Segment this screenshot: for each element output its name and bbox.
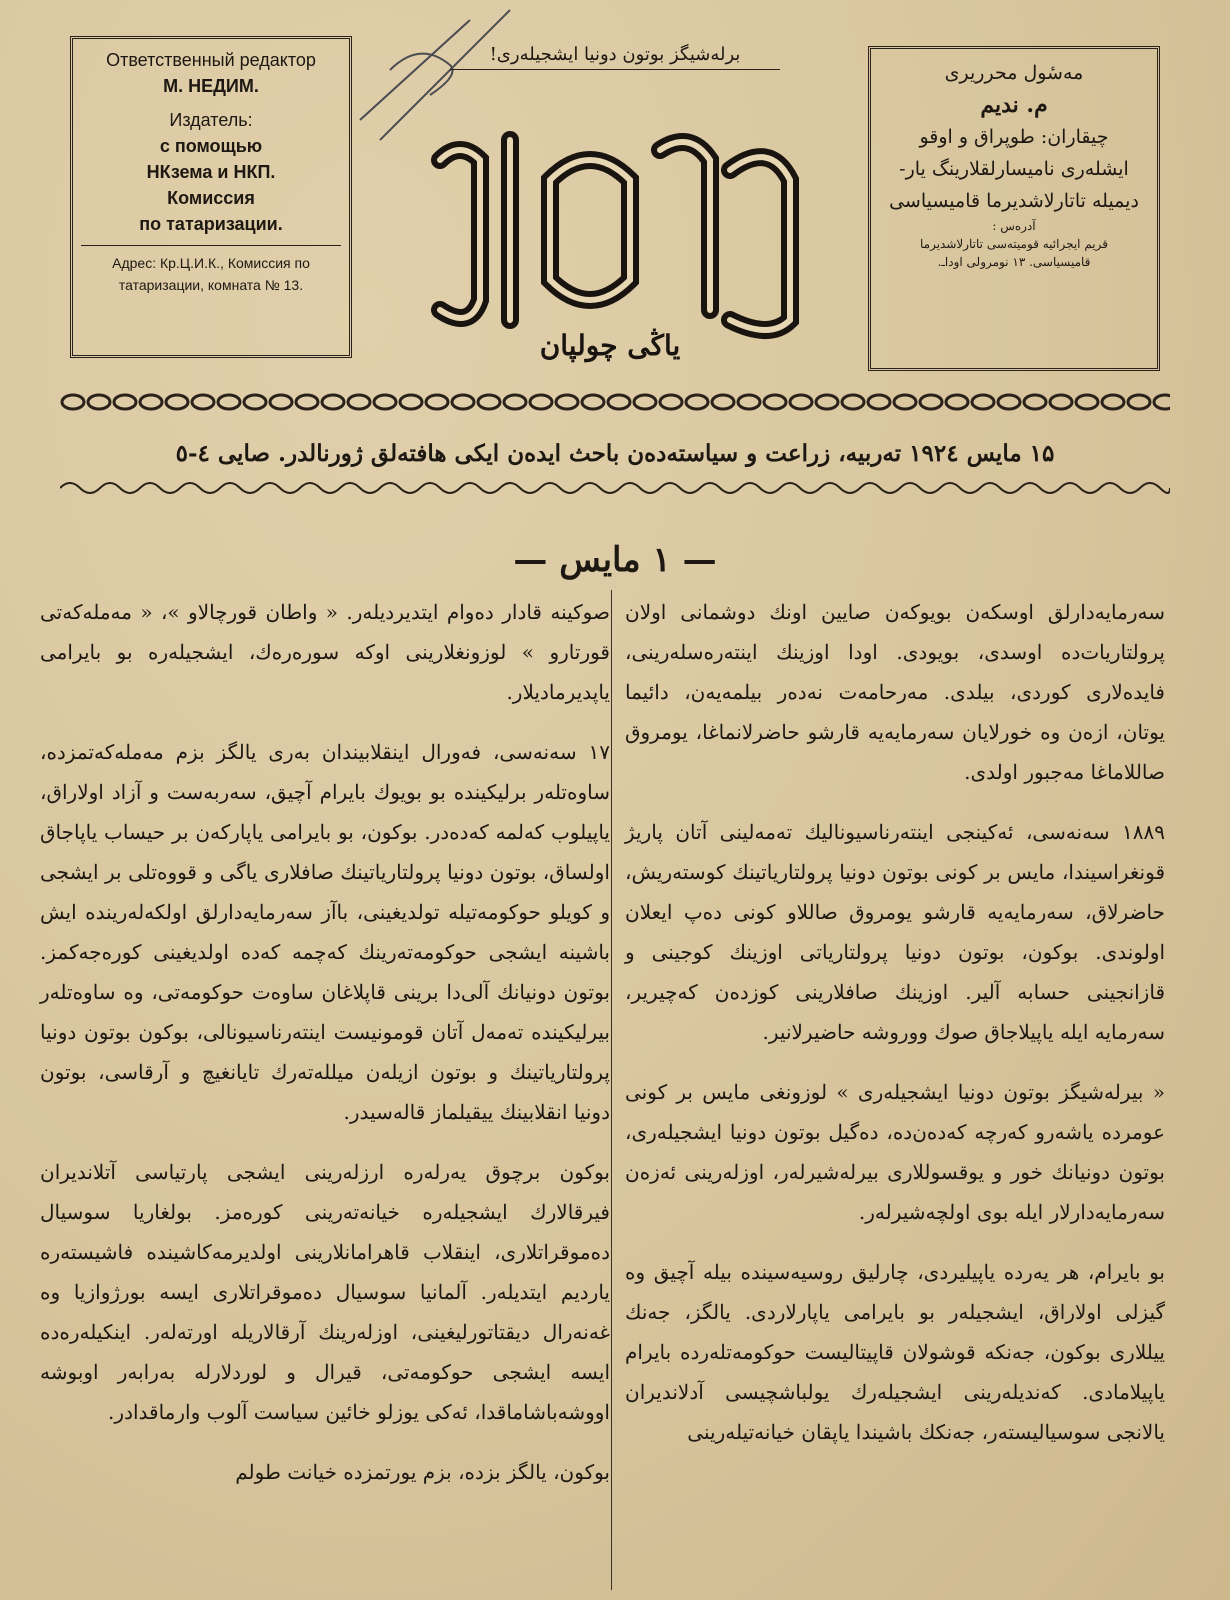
dateline: ۱۵ مایس ۱۹۲٤ ته‌ربیه، زراعت و سیاسته‌ده‌ن باحث ایده‌ن ایکی هافته‌لق ژورنالدر. صایی ٤-٥ xyxy=(175,440,1055,467)
publisher-line: Комиссия xyxy=(167,188,255,208)
masthead-title: یاڭی چولپان xyxy=(539,329,681,362)
paragraph: بوکون برچوق یه‌رله‌ره ارزله‌رینی ایشجی پارتیاسی آتلاندیران فیرقالارك ایشجیله‌ره خیانه‌ته‌رینی کوره‌مز. بولغاریا سوسیال ده‌موقراتلاری، اینقلاب قاهرامانلارینی اولدیرمه‌کاشینده فاشیسته‌ره یاردیم ایتدیله‌ر. آلمانیا سوسیال ده‌موقراتلاری ایسه بورژوازیا وه غه‌نه‌رال دیقتاتورلیغینی، اوزله‌رینك آرقالاریله اورته‌له‌ر. اینکیله‌ره‌ده ایسه ایشجی حوکومه‌تی، قیرال و لوردلارله به‌رابه‌ر اوبوشه اووشه‌باشاماقدا، ئه‌کی یوزلو خائین سیاست آلوب وارماقدادر. xyxy=(40,1160,610,1424)
editor-title: مه‌سٔول محرریری xyxy=(944,62,1084,84)
column-divider xyxy=(611,590,612,1590)
paragraph: سه‌رمایه‌دارلق اوسکه‌ن بویوکه‌ن صایین اونك دوشمانی اولان پرولتاریات‌ده اوسدی، بویودی. اودا اوزینك اینته‌ره‌سله‌رینی، فایده‌لاری کوردی، بیلدی. مەرحامه‌ت نه‌دەر بیلمه‌یه‌ن، دائیما یوتان، ازه‌ن وه خورلایان سه‌رمایه‌یه قارشو حاضرلانماغا، یومروق صاللاماغا مه‌جبور اولدی. xyxy=(625,600,1165,784)
paragraph: بو بایرام، هر یه‌رده یاپیلیردی، چارلیق روسیه‌سینده بیله آچیق وه گیزلی اولاراق، ایشجیله‌ر بو بایرامی یاپارلاردی. یالگز، جه‌نك ییللاری بوکون، جه‌نکه قوشولان قاپیتالیست حوکومه‌تله‌رده بایرام یاپیلامادی. که‌ندیله‌رینی ایشجیله‌رك یولباشچیسی آدلاندیران یالانجی سوسیالیسته‌ر، جه‌نكك باشیندا یاپقان خیانه‌تیله‌رینی xyxy=(625,1260,1165,1444)
editor-name: М. НЕДИМ. xyxy=(163,76,259,96)
paragraph: ۱۷ سه‌نه‌سی، فه‌ورال اینقلابیندان به‌ری یالگز بزم مه‌مله‌که‌تمزده، ساوه‌تله‌ر برلیکینده بو بویوك بایرام آچیق، سه‌ربه‌ست و آزاد اولاراق، یاپیلوب که‌لمه که‌ده‌در. بوکون، بو بایرامی یاپارکه‌ن بر حیساب یاپاجاق اولساق، بوتون دونیا پرولتاریاتینك صافلاری یاگی و قووه‌تلی بر ایشجی و کویلو حوکومه‌تیله تولدیغینی، باآز سه‌رمایه‌دارلق اولکه‌له‌رینده ایش باشینه ایشجی حوکومه‌ته‌رینك که‌چمه که‌ده اولدیغینی کوره‌جه‌کمز. بوتون دونیانك آلی‌دا برینی قاپلاغان ساوه‌ت حوکومه‌تی، وه ساوه‌تله‌ر بیرلیکینده ته‌مه‌ل آتان قومونیست اینته‌رناسیونالی، بوکون بوتون دونیا پرولتاریاتینك و بوتون ازیله‌ن میلله‌ته‌رك تایانغیچ و آرقاسی، بوتون دونیا انقلابینك ییقیلماز قاله‌سیدر. xyxy=(40,740,610,1124)
publisher-line: ایشله‌ری نامیسارلقلارینگ یار- xyxy=(899,158,1129,180)
article-column-right xyxy=(625,592,1165,1472)
slogan: برله‌شیگز بوتون دونیا ایشجیله‌ری! xyxy=(450,44,780,70)
editor-name: م. ندیم xyxy=(980,92,1048,118)
publisher-title: Издатель: xyxy=(169,110,253,130)
editor-info-russian xyxy=(70,36,352,358)
address-line: قریم ایجرائیه قومیته‌سی تاتارلاشدیرما xyxy=(919,237,1109,251)
wavy-rule xyxy=(60,478,1170,498)
publisher-line: НКзема и НКП. xyxy=(146,162,276,182)
editor-title: Ответственный редактор xyxy=(106,50,316,70)
publisher-line: چیقاران: طوپراق و اوقو xyxy=(919,126,1109,148)
article-column-left xyxy=(40,592,610,1512)
paragraph: ۱۸۸۹ سه‌نه‌سی، ئه‌کینجی اینته‌رناسیونالیك ته‌مه‌لینی آتان پاریژ قونغراسیندا، مایس بر کونی بوتون دونیا پرولتاریاتینك کوسته‌ریش، حاضرلاق، سه‌رمایه‌یه قارشو یومروق صاللاو کونی ده‌پ ایعلان اولوندی. بوکون، بوتون دونیا پرولتاریاتی اوزینك کوجینی و قازانجینی حسابه آلیر. اوزینك صافلارینی کوزده‌ن که‌چیریر، سه‌رمایه ایله یاپیلاجاق صوك وورو‌شه حاضیرلانیر. xyxy=(625,820,1165,1044)
article-headline: — ۱ مایس — xyxy=(513,540,717,580)
publisher-line: دیمیله تاتارلاشدیرما قامیسیاسی xyxy=(889,190,1139,212)
address-title: آدره‌س : xyxy=(992,219,1036,233)
address-line: قامیسیاسی. ۱۳ نومرولی اوداـ. xyxy=(937,255,1091,269)
editor-info-tatar xyxy=(868,46,1160,371)
address: Адрес: Кр.Ц.И.К., Комиссия по татаризации, комната № 13. xyxy=(81,245,341,296)
publisher-line: с помощью xyxy=(159,136,263,156)
masthead-logo xyxy=(400,100,820,370)
chain-ornament xyxy=(60,382,1170,422)
paragraph: صوکینه قادار ده‌وام ایتدیردیله‌ر. « واطان قورچالاو »، « مه‌مله‌که‌تی قورتارو » لوزونغلارینی اوکه سوره‌ره‌ك، ایشجیله‌ره بو بایرامی یاپدیرمادیلار. xyxy=(40,600,610,704)
paragraph: « بیرله‌شیگز بوتون دونیا ایشجیله‌ری » لوزونغی مایس بر کونی عومرده یاشه‌رو که‌رچه که‌ده‌ن‌ده، ده‌گیل بوتون دونیا ایشجیله‌ری، بوتون دونیانك خور و یوقسوللاری بیرله‌شیرله‌ر، اوزله‌رینی ئه‌زه‌ن سه‌رمایه‌دارلار ایله بوی اولچه‌شیرله‌ر. xyxy=(625,1080,1165,1224)
paragraph: بوکون، یالگز بزده، بزم یورتمزده خیانت طولم xyxy=(235,1460,610,1484)
publisher-line: по татаризации. xyxy=(139,214,283,234)
